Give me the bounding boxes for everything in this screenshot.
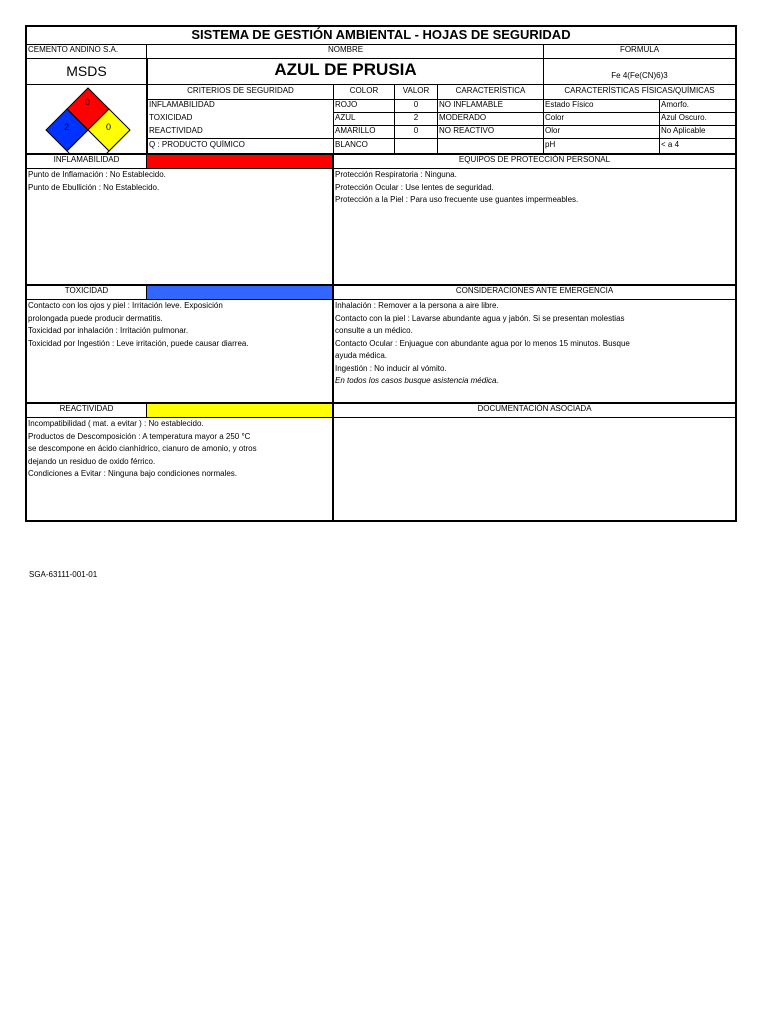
nfpa-diamond-icon bbox=[45, 87, 131, 153]
physical-prop-3: Olor bbox=[545, 126, 561, 135]
inflamabilidad-color-bar bbox=[147, 155, 332, 168]
epp-line-3: Protección a la Piel : Para uso frecuente use guantes impermeables. bbox=[335, 195, 579, 204]
criteria-row-1: INFLAMABILIDAD bbox=[149, 100, 215, 109]
diamond-right-value: 0 bbox=[106, 122, 112, 132]
criteria-row-2-valor: 2 bbox=[413, 113, 419, 122]
inflamabilidad-label: INFLAMABILIDAD bbox=[53, 155, 120, 164]
toxicidad-text bbox=[28, 300, 332, 350]
physical-prop-1: Estado Físico bbox=[545, 100, 594, 109]
epp-label: EQUIPOS DE PROTECCIÓN PERSONAL bbox=[458, 155, 611, 164]
toxicidad-line-1: Contacto con los ojos y piel : Irritación leve. Exposición bbox=[28, 301, 223, 310]
inflamabilidad-text bbox=[28, 169, 328, 194]
nombre-label: NOMBRE bbox=[327, 45, 364, 54]
physical-prop-2: Color bbox=[545, 113, 565, 122]
toxicidad-line-2: prolongada puede producir dermatitis. bbox=[28, 313, 163, 323]
diamond-left-value: 2 bbox=[64, 122, 70, 132]
valor-header: VALOR bbox=[402, 86, 430, 95]
emergencia-line-6: Ingestión : No inducir al vómito. bbox=[335, 363, 447, 373]
reactividad-line-4: dejando un residuo de oxido férrico. bbox=[28, 456, 156, 466]
emergencia-line-2: Contacto con la piel : Lavarse abundante agua y jabón. Si se presentan molestias bbox=[335, 313, 625, 323]
criteria-row-3-valor: 0 bbox=[413, 126, 419, 135]
toxicidad-label: TOXICIDAD bbox=[64, 286, 109, 295]
reactividad-line-2: Productos de Descomposición : A temperatura mayor a 250 °C bbox=[28, 431, 251, 441]
reactividad-text bbox=[28, 418, 332, 481]
criteria-row-2: TOXICIDAD bbox=[149, 113, 193, 122]
inflamabilidad-line-2: Punto de Ebullición : No Establecido. bbox=[28, 182, 160, 192]
epp-line-1: Protección Respiratoria : Ninguna. bbox=[335, 170, 457, 179]
toxicidad-line-4: Toxicidad por Ingestión : Leve irritación, puede causar diarrea. bbox=[28, 338, 249, 348]
criteria-row-1-color: ROJO bbox=[335, 100, 358, 109]
criteria-row-2-caracteristica: MODERADO bbox=[439, 113, 487, 122]
epp-line-2: Protección Ocular : Use lentes de seguridad. bbox=[335, 182, 494, 192]
reactividad-line-1: Incompatibilidad ( mat. a evitar ) : No establecido. bbox=[28, 419, 204, 428]
reactividad-label: REACTIVIDAD bbox=[59, 404, 114, 413]
emergencia-line-5: ayuda médica. bbox=[335, 351, 388, 360]
diamond-top-value: 0 bbox=[85, 97, 91, 107]
physical-value-4: < a 4 bbox=[661, 140, 680, 149]
emergencia-italic-line: En todos los casos busque asistencia médica. bbox=[335, 376, 499, 385]
emergencia-line-1: Inhalación : Remover a la persona a aire libre. bbox=[335, 301, 499, 310]
color-header: COLOR bbox=[349, 86, 379, 95]
document-title: SISTEMA DE GESTIÓN AMBIENTAL - HOJAS DE SEGURIDAD bbox=[191, 27, 571, 42]
emergencia-line-3: consulte a un médico. bbox=[335, 326, 413, 335]
epp-text bbox=[335, 169, 733, 207]
emergencia-text bbox=[335, 300, 733, 388]
msds-sheet bbox=[25, 25, 737, 522]
emergencia-line-4: Contacto Ocular : Enjuague con abundante agua por lo menos 15 minutos. Busque bbox=[335, 338, 630, 348]
reactividad-color-bar bbox=[147, 404, 332, 417]
msds-label: MSDS bbox=[66, 63, 107, 79]
physical-value-2: Azul Oscuro. bbox=[661, 113, 707, 122]
criteria-row-1-caracteristica: NO INFLAMABLE bbox=[439, 100, 504, 109]
criteria-row-3-color: AMARILLO bbox=[335, 126, 376, 135]
physical-header: CARACTERÍSTICAS FÍSICAS/QUÍMICAS bbox=[564, 86, 715, 95]
criteria-row-1-valor: 0 bbox=[413, 100, 419, 109]
emergencia-label: CONSIDERACIONES ANTE EMERGENCIA bbox=[455, 286, 614, 295]
formula-value: Fe 4(Fe(CN)6)3 bbox=[611, 71, 668, 80]
reactividad-line-3: se descompone en ácido cianhídrico, cianuro de amonio, y otros bbox=[28, 444, 257, 453]
formula-label: FORMULA bbox=[619, 45, 660, 54]
criteria-row-4-color: BLANCO bbox=[335, 140, 368, 149]
toxicidad-line-3: Toxicidad por inhalación : Irritación pulmonar. bbox=[28, 326, 189, 335]
physical-prop-4: pH bbox=[545, 140, 556, 149]
reactividad-line-5: Condiciones a Evitar : Ninguna bajo condiciones normales. bbox=[28, 469, 238, 478]
physical-value-3: No Aplicable bbox=[661, 126, 706, 135]
criteria-row-4: Q : PRODUCTO QUÍMICO bbox=[149, 140, 245, 149]
caracteristica-header: CARACTERÍSTICA bbox=[455, 86, 526, 95]
criteria-header: CRITERIOS DE SEGURIDAD bbox=[187, 86, 294, 95]
product-name: AZUL DE PRUSIA bbox=[274, 60, 417, 79]
company-name: CEMENTO ANDINO S.A. bbox=[28, 45, 119, 54]
criteria-row-3: REACTIVIDAD bbox=[149, 126, 203, 135]
physical-value-1: Amorfo. bbox=[661, 100, 690, 109]
inflamabilidad-line-1: Punto de Inflamación : No Establecido. bbox=[28, 170, 166, 179]
document-code: SGA-63111-001-01 bbox=[29, 570, 98, 579]
criteria-row-3-caracteristica: NO REACTIVO bbox=[439, 126, 495, 135]
criteria-row-2-color: AZUL bbox=[335, 113, 356, 122]
toxicidad-color-bar bbox=[147, 286, 332, 299]
documentacion-label: DOCUMENTACIÓN ASOCIADA bbox=[477, 404, 592, 413]
